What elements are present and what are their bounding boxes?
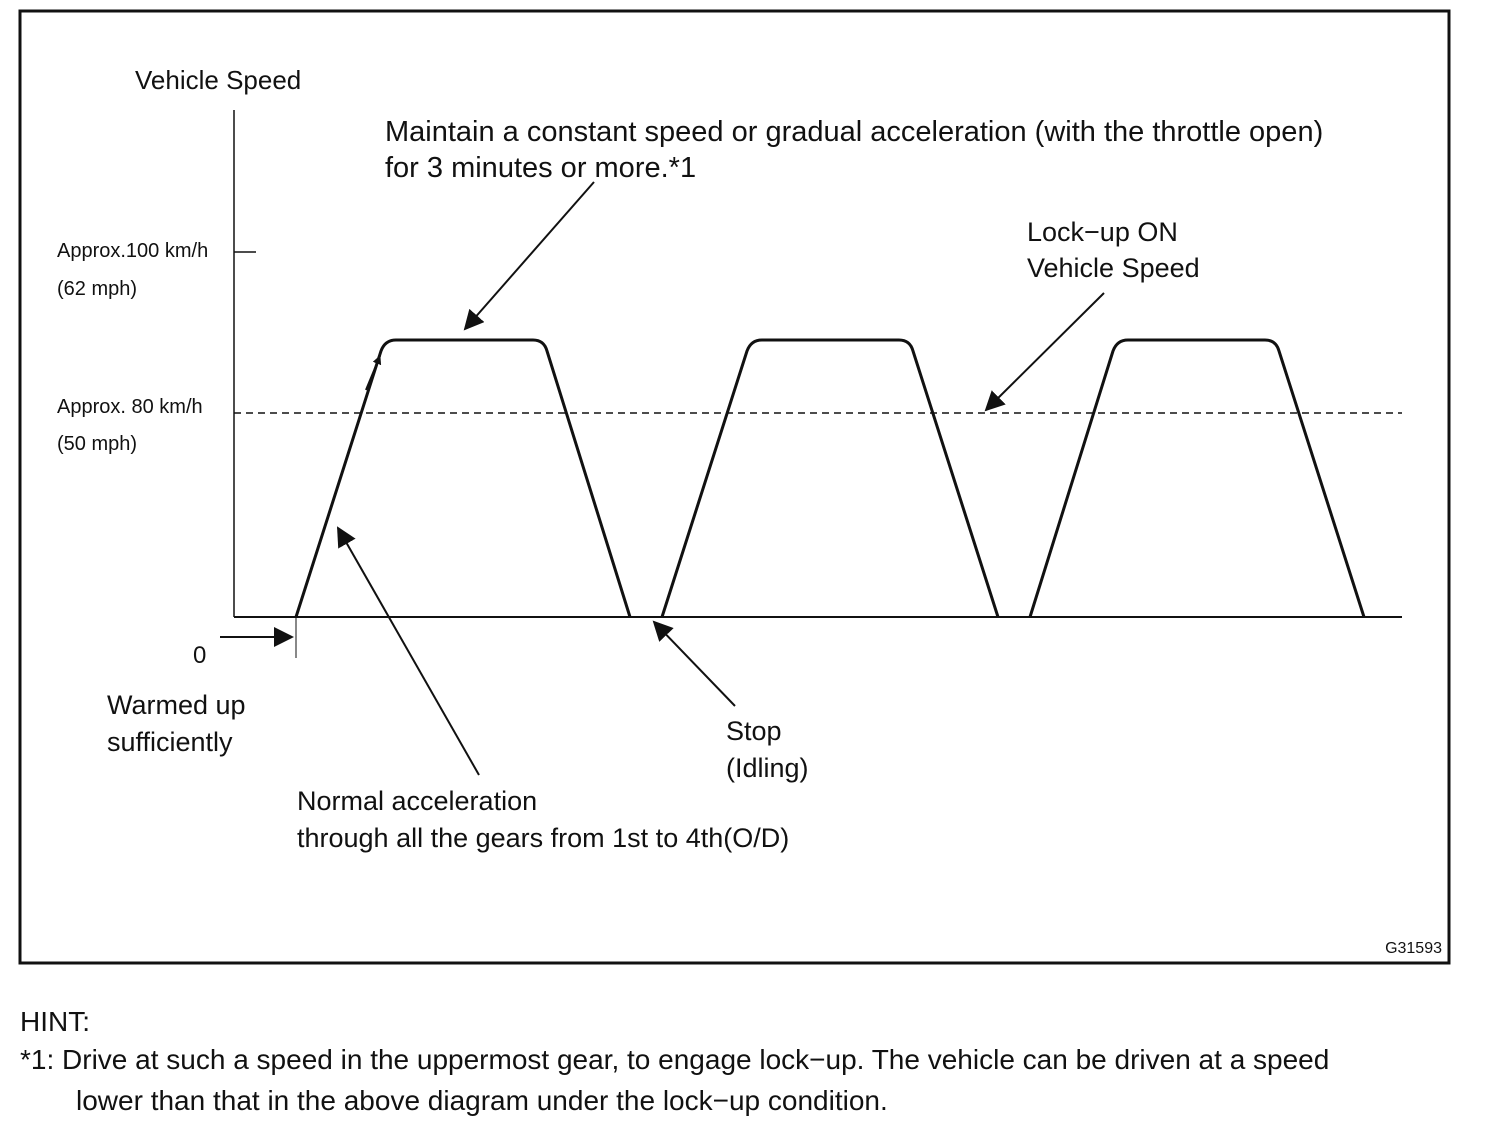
maintain-note-line2: for 3 minutes or more.*1 xyxy=(385,152,697,184)
maintain-note-line1: Maintain a constant speed or gradual acceleration (with the throttle open) xyxy=(385,116,1324,148)
hint-line2: lower than that in the above diagram under the lock−up condition. xyxy=(76,1085,888,1116)
tick-label-80: Approx. 80 km/h xyxy=(57,396,203,418)
maintain-arrow xyxy=(465,182,594,329)
tick-label-80-mph: (50 mph) xyxy=(57,433,138,455)
zero-label: 0 xyxy=(193,642,207,669)
tick-label-100-mph: (62 mph) xyxy=(57,278,138,300)
lockup-note-line2: Vehicle Speed xyxy=(1027,253,1200,283)
tick-label-100: Approx.100 km/h xyxy=(57,240,209,262)
figure-code: G31593 xyxy=(1385,940,1442,957)
speed-cycle-1 xyxy=(296,340,630,617)
normal-accel-note-line2: through all the gears from 1st to 4th(O/D) xyxy=(297,823,790,853)
speed-cycle-3 xyxy=(1030,340,1364,617)
hint-line1: *1: Drive at such a speed in the uppermost gear, to engage lock−up. The vehicle can be driven at a speed xyxy=(20,1044,1330,1075)
warmed-note-line2: sufficiently xyxy=(107,727,233,757)
normal-accel-arrow xyxy=(338,528,479,775)
speed-cycle-2 xyxy=(662,340,998,617)
hint-title: HINT: xyxy=(20,1006,90,1037)
stop-arrow xyxy=(654,622,735,706)
stop-note-line1: Stop xyxy=(726,716,782,746)
stop-note-line2: (Idling) xyxy=(726,753,809,783)
y-axis-label: Vehicle Speed xyxy=(135,65,302,95)
lockup-arrow xyxy=(986,293,1104,410)
normal-accel-note-line1: Normal acceleration xyxy=(297,786,538,816)
speed-profile xyxy=(296,340,1364,617)
warmed-note-line1: Warmed up xyxy=(107,690,246,720)
accel-arrow xyxy=(366,356,380,390)
lockup-note-line1: Lock−up ON xyxy=(1027,217,1178,247)
